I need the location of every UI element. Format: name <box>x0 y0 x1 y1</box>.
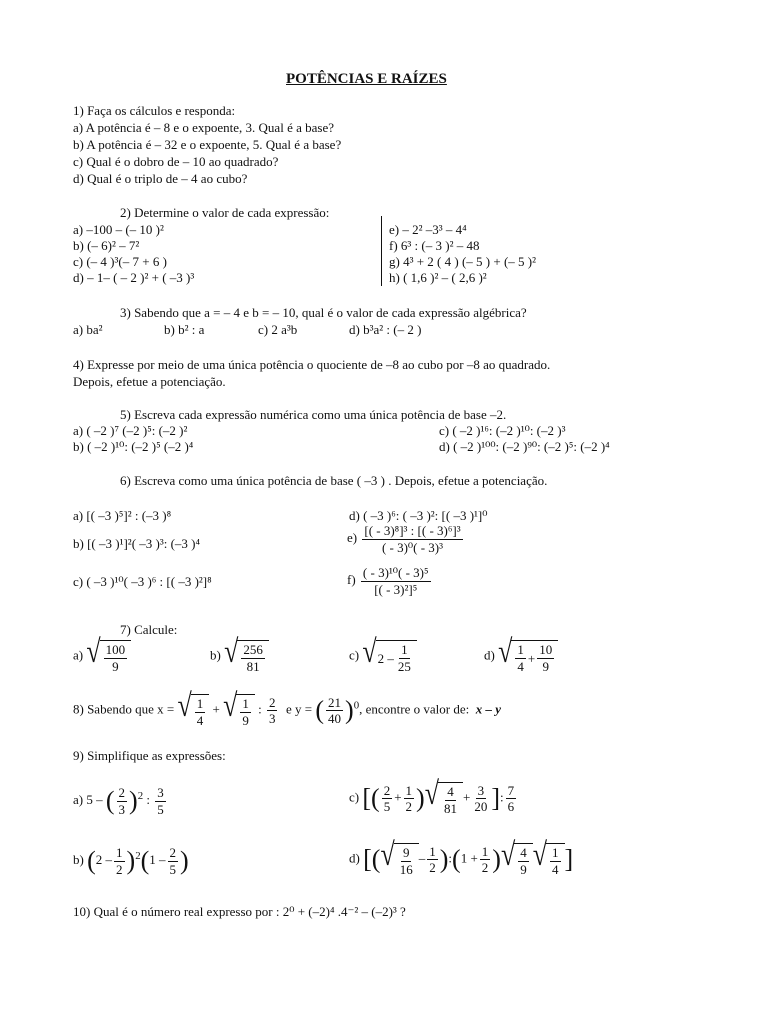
q9-c-den-2: 2 <box>405 799 413 815</box>
q9-d-root-num-1: 9 <box>402 845 410 860</box>
q6-e-fraction <box>362 524 462 554</box>
q2-item-f: f) 6³ : (– 3 )² – 48 <box>389 238 480 253</box>
q7-d-numerator-1: 1 <box>517 642 524 657</box>
q5-item-a: a) ( –2 )⁷ (–2 )⁵: (–2 )² <box>73 423 188 438</box>
q10-question: 10) Qual é o número real expresso por : <box>73 904 280 919</box>
q9-c-plus: + <box>394 789 402 805</box>
q9-c-num-4: 7 <box>507 782 515 798</box>
q6-f-fraction <box>361 566 431 596</box>
q9-a-num-2: 3 <box>157 785 164 800</box>
q7-a-denominator: 9 <box>112 658 119 674</box>
q2-item-b: b) (– 6)² – 7² <box>73 238 140 253</box>
q6-f-denominator: [( - 3)²]⁵ <box>374 581 418 597</box>
q6-e-numerator: [( - 3)⁸]³ : [( - 3)⁶]³ <box>364 523 461 538</box>
q9-c-root: √ $\frac{4}{81}$ <box>425 782 463 815</box>
q8-target-expression: x – y <box>475 701 501 717</box>
q9-a-label: a) <box>73 792 84 808</box>
q6-item-f <box>347 566 433 596</box>
q9-c-num-3: 3 <box>477 782 485 798</box>
q9-c-num-1: 2 <box>383 782 391 798</box>
q8-line: 8) Sabendo que x = √ $\frac{1}{4}$ + √ $\frac{1}{9}$ : $\frac{2}{3}$ e y = ( $\frac{21}{40}$ )$^0$, encontre o valor de: x – y <box>73 687 501 728</box>
q9-d-num-1: 1 <box>429 843 436 859</box>
q9-d-root-3: √ $\frac{1}{4}$ <box>533 843 565 876</box>
q1-item-a: a) A potência é – 8 e o expoente, 3. Qual é a base? <box>73 120 334 135</box>
q7-c-label: c) <box>349 647 360 663</box>
q8-num-1: 1 <box>196 696 204 711</box>
q7-c-numerator: 1 <box>401 642 408 657</box>
q8-root-2: √ $\frac{1}{9}$ <box>223 694 255 727</box>
q7-d-denominator-1: 4 <box>517 658 524 674</box>
q9-a-lead: 5 – <box>86 792 103 808</box>
q6-item-b: b) [( –3 )¹]²( –3 )³: (–3 )⁴ <box>73 536 201 551</box>
q6-f-label: f) <box>347 572 356 588</box>
q9-d-root-num-2: 4 <box>520 845 527 860</box>
q8-y-exponent: 0 <box>353 699 360 712</box>
q9-d-root-den-3: 4 <box>552 861 559 877</box>
q8-and-y: e y = <box>285 701 313 717</box>
q7-item-a <box>73 633 131 674</box>
q9-a-den-1: 3 <box>118 801 126 817</box>
q2-item-c: c) (– 4 )³(– 7 + 6 ) <box>73 254 167 269</box>
q2-item-d: d) – 1– ( – 2 )² + ( –3 )³ <box>73 270 195 285</box>
q5-item-d: d) ( –2 )¹⁰⁰: (–2 )⁹⁰: (–2 )⁵: (–2 )⁴ <box>439 439 610 454</box>
q1-item-b: b) A potência é – 32 e o expoente, 5. Qual é a base? <box>73 137 342 152</box>
q7-item-b <box>210 633 269 674</box>
q9-item-a: a) 5 – ( $\frac{2}{3}$ )$^2$ : $\frac{3}{5}$ <box>73 785 164 817</box>
q7-b-root: √ $\frac{256}{81}$ <box>224 640 269 673</box>
q7-c-integer: 2 – <box>377 650 394 666</box>
q9-b-lead: 2 – <box>95 852 113 868</box>
q9-a-colon: : <box>146 792 150 808</box>
q7-c-denominator: 25 <box>397 658 411 674</box>
q3-item-c: c) 2 a³b <box>258 322 298 337</box>
q7-b-denominator: 81 <box>246 658 260 674</box>
q6-intro: 6) Escreva como uma única potência de base ( –3 ) . Depois, efetue a potenciação. <box>120 473 548 488</box>
q9-c-den-3: 20 <box>474 799 488 815</box>
q7-item-c <box>349 633 417 674</box>
q9-b-den-1: 2 <box>116 861 123 877</box>
q7-d-label: d) <box>484 647 495 663</box>
q8-den-3: 3 <box>268 711 276 727</box>
q7-d-root: √ $\frac{1}{4}$ + $\frac{10}{9}$ <box>498 640 558 673</box>
q8-plus: + <box>212 701 220 717</box>
q8-lead: 8) Sabendo que x = <box>73 701 175 717</box>
q2-intro: 2) Determine o valor de cada expressão: <box>120 205 330 220</box>
q1-item-c: c) Qual é o dobro de – 10 ao quadrado? <box>73 154 279 169</box>
q9-d-root-den-2: 9 <box>520 861 527 877</box>
page-title: POTÊNCIAS E RAÍZES <box>286 71 447 87</box>
q7-d-numerator-2: 10 <box>539 642 553 657</box>
q9-b-label: b) <box>73 852 84 868</box>
q7-item-d <box>484 633 558 674</box>
q7-b-label: b) <box>210 647 221 663</box>
q2-item-e: e) – 2² –3³ – 4⁴ <box>389 222 467 237</box>
q8-colon: : <box>258 701 262 717</box>
q5-item-b: b) ( –2 )¹⁰: (–2 )⁵ (–2 )⁴ <box>73 439 194 454</box>
q5-item-c: c) ( –2 )¹⁶: (–2 )¹⁰: (–2 )³ <box>439 423 566 438</box>
q9-c-root-num: 4 <box>447 784 454 799</box>
q7-d-denominator-2: 9 <box>542 658 549 674</box>
q3-item-a: a) ba² <box>73 322 103 337</box>
q9-c-root-den: 81 <box>444 800 457 816</box>
q9-b-den-2: 5 <box>169 861 177 877</box>
q9-c-colon: : <box>500 789 504 805</box>
q9-d-root-num-3: 1 <box>552 845 559 860</box>
q9-b-mid: 1 – <box>149 852 166 868</box>
q9-d-minus: – <box>418 850 426 866</box>
q2-item-a: a) –100 – (– 10 )² <box>73 222 164 237</box>
q9-d-lead: 1 + <box>460 850 478 866</box>
q9-d-label: d) <box>349 850 360 866</box>
q9-b-num-2: 2 <box>169 845 177 860</box>
q9-a-den-2: 5 <box>157 801 164 817</box>
q9-c-den-1: 5 <box>383 799 391 815</box>
q6-e-label: e) <box>347 530 358 546</box>
q3-item-d: d) b³a² : (– 2 ) <box>349 322 422 337</box>
q2-item-h: h) ( 1,6 )² – ( 2,6 )² <box>389 270 487 285</box>
q6-f-numerator: ( - 3)¹⁰( - 3)⁵ <box>362 565 429 580</box>
q2-item-g: g) 4³ + 2 ( 4 ) (– 5 ) + (– 5 )² <box>389 254 537 269</box>
q9-d-den-1: 2 <box>429 860 436 876</box>
q7-a-label: a) <box>73 647 84 663</box>
q6-e-denominator: ( - 3)⁰( - 3)³ <box>381 539 444 555</box>
q1-intro: 1) Faça os cálculos e responda: <box>73 103 236 118</box>
q9-d-colon: : <box>448 850 453 866</box>
q9-intro: 9) Simplifique as expressões: <box>73 748 226 763</box>
q8-den-2: 9 <box>242 712 249 728</box>
q9-item-b: b) (2 – $\frac{1}{2}$ )$^2$(1 – $\frac{2}{5}$ ) <box>73 845 189 877</box>
q9-d-root-1: √ $\frac{9}{16}$ <box>380 843 418 876</box>
q7-intro: 7) Calcule: <box>120 622 178 637</box>
q8-tail: , encontre o valor de: <box>359 701 470 717</box>
q7-c-root: √ 2 – $\frac{1}{25}$ <box>362 640 417 673</box>
q6-item-d: d) ( –3 )⁶: ( –3 )²: [( –3 )¹]⁰ <box>349 508 488 523</box>
q9-d-root-den-1: 16 <box>399 861 413 877</box>
q7-a-root: √ $\frac{100}{9}$ <box>86 640 131 673</box>
q6-item-e <box>347 524 465 554</box>
q9-d-root-2: √ $\frac{4}{9}$ <box>501 843 533 876</box>
q7-a-numerator: 100 <box>105 642 126 657</box>
q7-d-plus: + <box>527 650 536 666</box>
q9-b-exponent: 2 <box>135 849 141 862</box>
q9-c-plus-2: + <box>463 789 471 805</box>
q9-c-label: c) <box>349 789 360 805</box>
q6-item-a: a) [( –3 )⁵]² : (–3 )⁸ <box>73 508 172 523</box>
q9-d-num-2: 1 <box>481 843 489 859</box>
q9-item-c: c) [( $\frac{2}{5}$ + $\frac{1}{2}$ ) √ $\frac{4}{81}$ + $\frac{3}{20}$ ]: $\frac{7}{6}$ <box>349 775 515 816</box>
q9-b-num-1: 1 <box>116 845 123 860</box>
q9-item-d: d) [( √ $\frac{9}{16}$ – $\frac{1}{2}$ ):(1 + $\frac{1}{2}$ ) √ $\frac{4}{9}$ √ $\frac{1}{4}$ ] <box>349 836 574 877</box>
q4-line-1: 4) Expresse por meio de uma única potência o quociente de –8 ao cubo por –8 ao quadrado. <box>73 357 551 372</box>
q6-item-c: c) ( –3 )¹⁰( –3 )⁶ : [( –3 )²]⁸ <box>73 574 212 589</box>
q9-a-exponent: 2 <box>137 789 144 802</box>
q3-intro: 3) Sabendo que a = – 4 e b = – 10, qual é o valor de cada expressão algébrica? <box>120 305 527 320</box>
q8-num-2: 1 <box>242 696 249 711</box>
q9-d-den-2: 2 <box>481 860 489 876</box>
q8-y-num: 21 <box>328 694 342 710</box>
q9-c-num-2: 1 <box>405 782 413 798</box>
column-divider <box>381 216 382 286</box>
q3-item-b: b) b² : a <box>164 322 205 337</box>
q10-line <box>73 905 406 918</box>
q1-item-d: d) Qual é o triplo de – 4 ao cubo? <box>73 171 248 186</box>
q9-a-num-1: 2 <box>118 785 126 800</box>
q8-y-den: 40 <box>328 711 342 727</box>
q7-b-numerator: 256 <box>243 642 263 657</box>
q8-num-3: 2 <box>268 694 276 710</box>
q8-root-1: √ $\frac{1}{4}$ <box>177 694 209 727</box>
q8-den-1: 4 <box>196 712 204 728</box>
q10-expression: 2⁰ + (–2)⁴ .4⁻² – (–2)³ ? <box>282 904 406 919</box>
q4-line-2: Depois, efetue a potenciação. <box>73 374 226 389</box>
q9-c-den-4: 6 <box>507 799 515 815</box>
q5-intro: 5) Escreva cada expressão numérica como uma única potência de base –2. <box>120 407 507 422</box>
